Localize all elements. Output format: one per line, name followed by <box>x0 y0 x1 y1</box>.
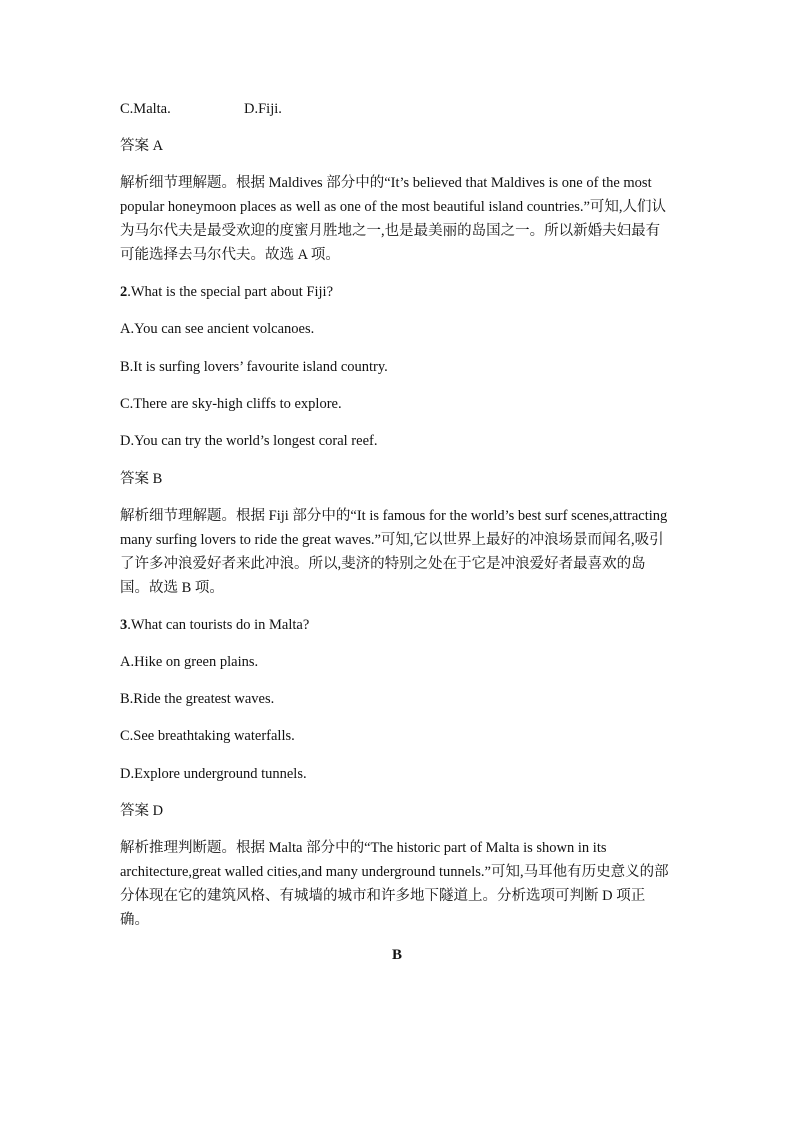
q3-stem <box>120 616 680 634</box>
section-heading-b: B <box>391 947 402 963</box>
q1-option-c: C.Malta. <box>120 101 171 117</box>
q2-option-a: A.You can see ancient volcanoes. <box>120 321 315 337</box>
q2-stem <box>120 283 680 301</box>
q3-option-c: C.See breathtaking waterfalls. <box>120 728 295 744</box>
q2-number: 2 <box>120 284 128 300</box>
q2-stem-text: .What is the special part about Fiji? <box>127 284 334 300</box>
q1-analysis: 解析细节理解题。根据 Maldives 部分中的“It’s believed that Maldives is one of the most popular honeymoon places as well as one of the most beautiful island countries.”可知,人们认为马尔代夫是最受欢迎的度蜜月胜地之一,也是最美丽的岛国之一。所以新婚夫妇最有可能选择去马尔代夫。故选 A 项。 <box>120 175 667 263</box>
q3-option-b: B.Ride the greatest waves. <box>120 691 275 707</box>
q1-answer: 答案 A <box>120 138 164 154</box>
q1-options-row <box>120 100 680 118</box>
q2-answer: 答案 B <box>120 471 163 487</box>
q3-number: 3 <box>120 617 128 633</box>
q3-analysis: 解析推理判断题。根据 Malta 部分中的“The historic part of Malta is shown in its architecture,great walled cities,and many underground tunnels.”可知,马耳他有历史意义的部分体现在它的建筑风格、有城墙的城市和许多地下隧道上。分析选项可判断 D 项正确。 <box>120 840 669 928</box>
q3-answer: 答案 D <box>120 803 164 819</box>
q2-option-b: B.It is surfing lovers’ favourite island country. <box>120 359 388 375</box>
q2-option-d: D.You can try the world’s longest coral reef. <box>120 433 378 449</box>
q3-option-d: D.Explore underground tunnels. <box>120 766 307 782</box>
q3-option-a: A.Hike on green plains. <box>120 654 259 670</box>
q3-stem-text: .What can tourists do in Malta? <box>127 617 310 633</box>
q1-option-d: D.Fiji. <box>244 101 282 117</box>
q2-analysis: 解析细节理解题。根据 Fiji 部分中的“It is famous for the world’s best surf scenes,attracting many surfing lovers to ride the great waves.”可知,它以世界上最好的冲浪场景而闻名,吸引了许多冲浪爱好者来此冲浪。所以,斐济的特别之处在于它是冲浪爱好者最喜欢的岛国。故选 B 项。 <box>120 508 668 596</box>
q2-option-c: C.There are sky-high cliffs to explore. <box>120 396 342 412</box>
